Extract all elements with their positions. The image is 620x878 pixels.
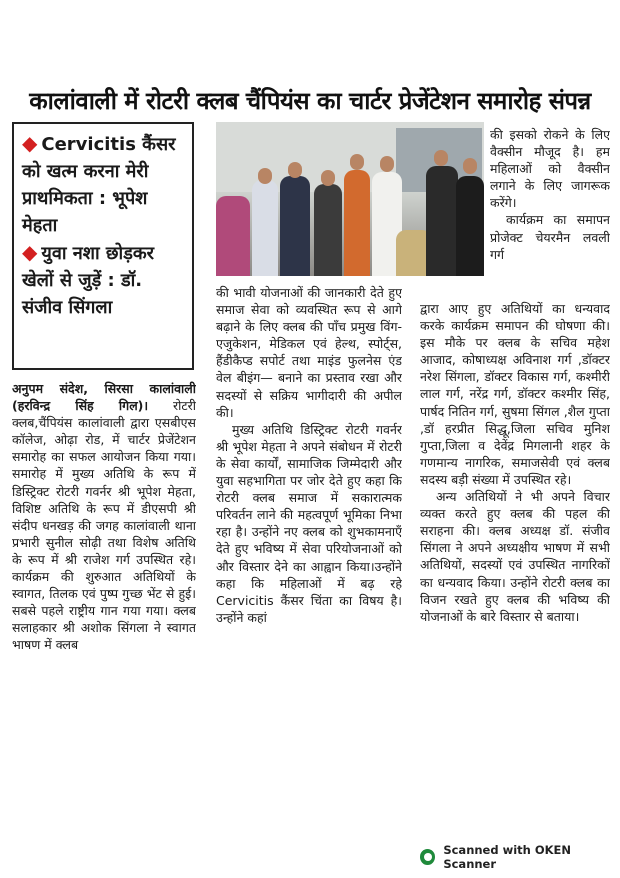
photo-head [380,156,394,172]
photo-head [258,168,272,184]
diamond-bullet-icon: ◆ [22,131,38,155]
article-paragraph: की भावी योजनाओं की जानकारी देते हुए समाज सेवा को व्यवस्थित रूप से आगे बढ़ाने के लिए क्लब की पाँच प्रमुख विंग- एजुकेशन, मेडिकल एवं हेल्थ, स्पोर्ट्स, हैंडीकैप्ड सपोर्ट तथा माइंड फुलनेस एंड वेल बीइंग— बनाने का प्रस्ताव रखा और सदस्यों से सक्रिय भागीदारी की अपील की। [216,285,402,420]
article-column-1 [12,380,196,764]
photo-head [350,154,364,170]
oken-scanner-logo-icon [420,849,435,865]
diamond-bullet-icon: ◆ [22,240,38,264]
article-column-3 [420,300,610,762]
photo-person [344,170,370,276]
event-photo [216,122,484,276]
photo-person [252,180,278,276]
article-paragraph: कार्यक्रम का समापन प्रोजेक्ट चेयरमैन लवली गर्ग [490,212,610,262]
article-paragraph: द्वारा आए हुए अतिथियों का धन्यवाद करके कार्यक्रम समापन की घोषणा की। इस मौके पर क्लब के सचिव महेश आजाद, कोषाध्यक्ष अविनाश गर्ग ,डॉक्टर नरेश सिंगला, डॉक्टर विकास गर्ग, कश्मीरी लाल गर्ग, नरेंद्र गर्ग, डॉक्टर कश्मीर सिंह, पार्षद नितिन गर्ग, सुषमा सिंगल ,शैल गुप्ता ,डॉ हरप्रीत सिद्धू,जिला सचिव मुनिश गुप्ता,जिला व देवेंद्र मिगलानी शहर के गणमान्य नागरिक, समाजसेवी एवं क्लब सदस्य बड़ी संख्या में उपस्थित रहे। [420,301,610,487]
highlight-text-2: युवा नशा छोड़कर खेलों से जुड़ें : डॉ. संजीव सिंगला [22,243,155,318]
byline: अनुपम संदेश, सिरसा कालांवाली (हरविन्द्र सिंह गिल)। [12,381,196,414]
highlight-item-1 [22,130,186,239]
article-column-2 [216,284,402,762]
photo-person [426,166,458,276]
photo-head [321,170,335,186]
article-paragraph: की इसको रोकने के लिए वैक्सीन मौजूद है। हम महिलाओं को वैक्सीन लगाने के लिए जागरूक करेंगे। [490,127,610,211]
photo-head [288,162,302,178]
photo-head [463,158,477,174]
scanner-watermark [420,843,620,871]
article-paragraph [12,380,196,654]
article-column-3-top [490,126,610,298]
photo-person [216,196,250,276]
headline: कालांवाली में रोटरी क्लब चैंपियंस का चार्टर प्रेजेंटेशन समारोह संपन्न [29,87,591,115]
article-text: रोटरी क्लब,चैंपियंस कालांवाली द्वारा एसबीएस कॉलेज, ओढ़ा रोड, में चार्टर प्रेजेंटेशन समारोह का सफल आयोजन किया गया। समारोह में मुख्य अतिथि के रूप में डिस्ट्रिक्ट रोटरी गवर्नर श्री भूपेश मेहता, विशिष्ट अतिथि के रूप में डीएसपी श्री संदीप धनखड़ की जगह कालांवाली थाना प्रभारी सुनील सोढ़ी तथा विशेष अतिथि के रूप में श्री राजेश गर्ग उपस्थित रहे। कार्यक्रम की शुरुआत अतिथियों के स्वागत, तिलक एवं पुष्प गुच्छ भेंट से हुई। सबसे पहले राष्ट्रीय गान गया गया। क्लब सलाहकार श्री अशोक सिंगला ने स्वागत भाषण में क्लब [12,398,196,653]
highlight-box [12,122,194,370]
photo-person [280,176,310,276]
photo-person [314,184,342,276]
article-paragraph: अन्य अतिथियों ने भी अपने विचार व्यक्त करते हुए क्लब की पहल की सराहना की। क्लब अध्यक्ष डॉ. संजीव सिंगला ने अपने अध्यक्षीय भाषण में सभी अतिथियों, सदस्यों एवं उपस्थित नागरिकों का धन्यवाद किया। उन्होंने रोटरी क्लब का विजन रखते हुए क्लब की भविष्य की योजनाओं के बारे विस्तार से बताया। [420,489,610,624]
highlight-text-1: Cervicitis कैंसर को खत्म करना मेरी प्राथमिकता : भूपेश मेहता [22,134,176,236]
photo-person [456,176,484,276]
article-paragraph: मुख्य अतिथि डिस्ट्रिक्ट रोटरी गवर्नर श्री भूपेश मेहता ने अपने संबोधन में रोटरी के सेवा कार्यों, सामाजिक जिम्मेदारी और युवा सहभागिता पर जोर देते हुए कहा कि रोटरी क्लब समाज में सकारात्मक परिवर्तन लाने की महत्वपूर्ण भूमिका निभा रहा है। उन्होंने नए क्लब को शुभकामनाएँ देते हुए भविष्य में सेवा परियोजनाओं को और विस्तार देने का आह्वान किया।उन्होंने कहा कि महिलाओं में बढ़ रहे Cervicitis कैंसर चिंता का विषय है। उन्होंने कहां [216,421,402,625]
highlight-item-2 [22,239,186,321]
photo-head [434,150,448,166]
scanner-label: Scanned with OKEN Scanner [443,843,572,871]
